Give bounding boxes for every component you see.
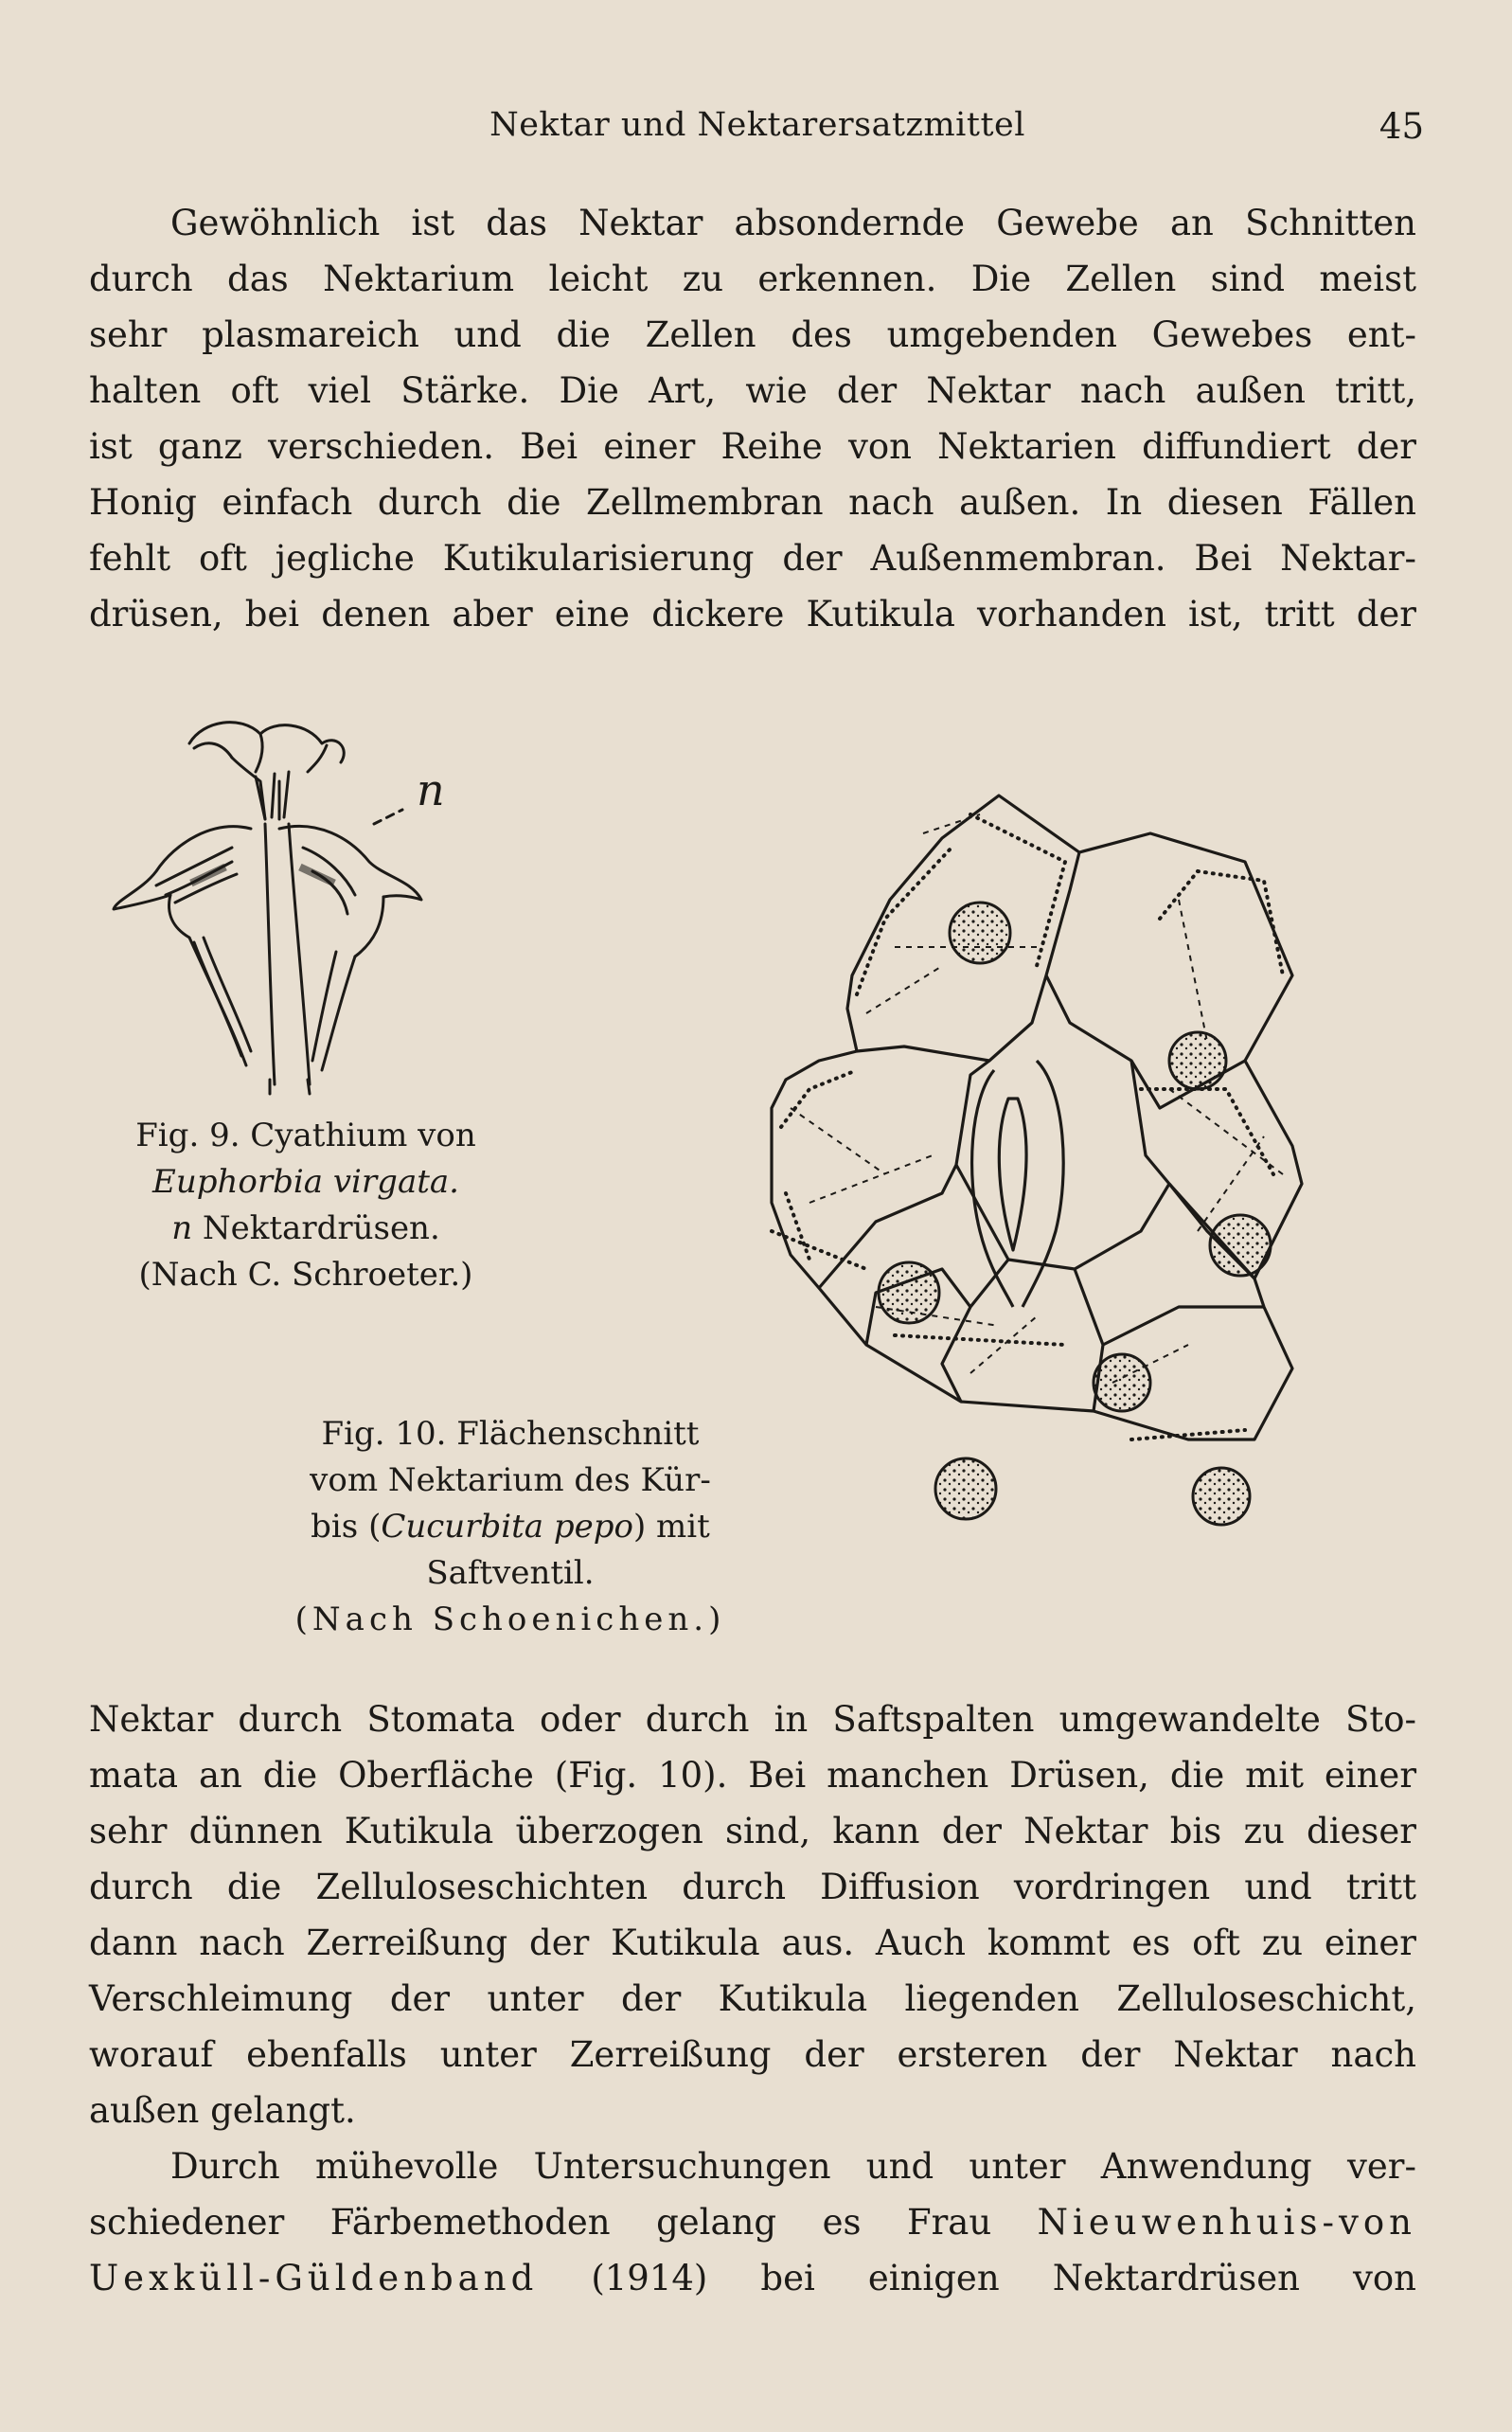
- figure-9-caption-n: n: [171, 1209, 193, 1247]
- figure-10-caption-species: Cucurbita pepo: [381, 1508, 633, 1546]
- text-line: worauf ebenfalls unter Zerreißung der ersteren der Nektar nach: [89, 2034, 1416, 2075]
- figure-10-caption-line: [284, 1504, 737, 1550]
- figure-9-drawing: [99, 706, 535, 1108]
- figure-9-caption-species: Euphorbia virgata.: [152, 1163, 459, 1201]
- text-line: sehr dünnen Kutikula überzogen sind, kann der Nektar bis zu dieser: [89, 1811, 1416, 1851]
- figure-9-caption-line3-rest: Nektardrüsen.: [192, 1209, 440, 1247]
- text-fragment: (1914) bei einigen Nektardrüsen von: [538, 2258, 1416, 2298]
- text-line: Gewöhnlich ist das Nektar absondernde Gewebe an Schnitten: [170, 203, 1416, 243]
- text-line: Honig einfach durch die Zellmembran nach außen. In diesen Fällen: [89, 482, 1416, 523]
- paragraph-1: [89, 195, 1416, 642]
- text-line: Durch mühevolle Untersuchungen und unter Anwendung ver-: [170, 2146, 1416, 2187]
- figure-9-label-n: n: [417, 764, 445, 815]
- text-line: mata an die Oberfläche (Fig. 10). Bei manchen Drüsen, die mit einer: [89, 1755, 1416, 1796]
- text-fragment: schiedener Färbemethoden gelang es Frau: [89, 2202, 1038, 2243]
- text-line: [89, 2194, 1416, 2250]
- paragraph-3: [89, 2138, 1416, 2306]
- figure-10-caption-line: Fig. 10. Flächenschnitt: [321, 1415, 700, 1453]
- figure-10-drawing: [753, 777, 1392, 1643]
- text-line: fehlt oft jegliche Kutikularisierung der Außenmembran. Bei Nektar-: [89, 538, 1416, 579]
- text-line: drüsen, bei denen aber eine dickere Kutikula vorhanden ist, tritt der: [89, 594, 1416, 635]
- text-line: durch die Zelluloseschichten durch Diffusion vordringen und tritt: [89, 1867, 1416, 1907]
- text-line: ist ganz verschieden. Bei einer Reihe von Nektarien diffundiert der: [89, 426, 1416, 467]
- author-name: Uexküll-Güldenband: [89, 2258, 539, 2298]
- figure-10-caption-line: Saftventil.: [426, 1554, 595, 1592]
- text-line: Verschleimung der unter der Kutikula liegenden Zelluloseschicht,: [89, 1978, 1416, 2019]
- text-line: Nektar durch Stomata oder durch in Saftspalten umgewandelte Sto-: [89, 1699, 1416, 1740]
- author-name: Nieuwenhuis-von: [1037, 2202, 1416, 2243]
- figure-9-caption-line: [102, 1206, 509, 1252]
- figure-9-caption-source: (Nach C. Schroeter.): [138, 1256, 473, 1294]
- text-line: außen gelangt.: [89, 2090, 356, 2131]
- text-line: dann nach Zerreißung der Kutikula aus. Auch kommt es oft zu einer: [89, 1922, 1416, 1963]
- running-head: [91, 106, 1424, 155]
- figure-9-caption: [102, 1113, 509, 1298]
- figure-10-caption-post: ) mit: [632, 1508, 710, 1546]
- figure-10-caption-source: (Nach Schoenichen.): [294, 1600, 726, 1638]
- figure-10-caption-pre: bis (: [311, 1508, 382, 1546]
- page-number: 45: [1379, 106, 1424, 147]
- figure-9-caption-line: Fig. 9. Cyathium von: [135, 1117, 476, 1154]
- text-line: [89, 2250, 1416, 2306]
- text-line: durch das Nektarium leicht zu erkennen. Die Zellen sind meist: [89, 259, 1416, 299]
- text-line: sehr plasmareich und die Zellen des umgebenden Gewebes ent-: [89, 314, 1416, 355]
- figure-10-caption-line: vom Nektarium des Kür-: [310, 1461, 711, 1499]
- paragraph-2: [89, 1691, 1416, 2138]
- text-line: halten oft viel Stärke. Die Art, wie der Nektar nach außen tritt,: [89, 370, 1416, 411]
- figure-10-caption: [284, 1411, 737, 1643]
- running-head-title: Nektar und Nektarersatzmittel: [489, 106, 1025, 144]
